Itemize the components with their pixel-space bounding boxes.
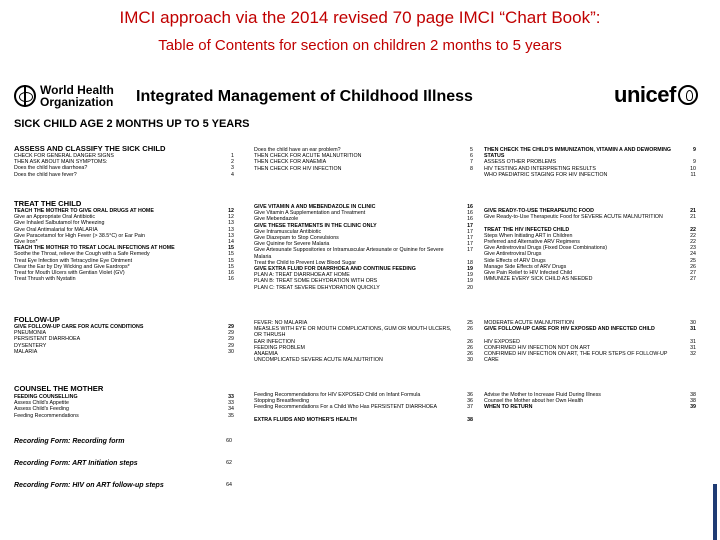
page-number: 32 (690, 351, 696, 357)
col-c-counsel (484, 392, 696, 411)
page-number: 16 (467, 210, 473, 217)
page-number: 2 (231, 159, 234, 166)
age-group-heading: SICK CHILD AGE 2 MONTHS UP TO 5 YEARS (14, 118, 250, 130)
toc-entry[interactable] (14, 276, 234, 282)
page-number: 27 (690, 270, 696, 277)
page-number: 9 (693, 159, 696, 166)
toc-entry-label: Preferred and Alternative ARV Regimens (484, 239, 580, 245)
toc-entry-label: Give Antiretroviral Drugs (484, 251, 542, 258)
page-number: 15 (228, 251, 234, 258)
toc-entry-label: GIVE VITAMIN A AND MEBENDAZOLE IN CLINIC (254, 204, 376, 210)
toc-entry-label: Give Diazepam to Stop Convulsions (254, 235, 339, 242)
page-number: 24 (690, 251, 696, 258)
page-number: 15 (228, 245, 234, 252)
page-number: 17 (467, 222, 473, 229)
toc-entry-label: Give Pain Relief to HIV Infected Child (484, 270, 573, 277)
page-number: 30 (690, 320, 696, 326)
slide-subtitle: Table of Contents for section on children 2 months to 5 years (158, 37, 562, 54)
toc-entry-label: Soothe the Throat, relieve the Cough with a Safe Remedy (14, 251, 150, 258)
page-number: 35 (228, 412, 234, 419)
page-number: 5 (470, 147, 473, 153)
page-number: 20 (467, 284, 473, 291)
page-number: 12 (228, 214, 234, 221)
toc-entry-label: MODERATE ACUTE MALNUTRITION (484, 320, 574, 326)
page-number: 23 (690, 245, 696, 252)
toc-entry-label: MALARIA (14, 348, 38, 355)
toc-entry-label: HIV TESTING AND INTERPRETING RESULTS (484, 165, 596, 172)
unicef-emblem-icon (678, 85, 698, 105)
page-number: 19 (467, 278, 473, 285)
unicef-wordmark: unicef (614, 82, 676, 107)
page-number: 18 (467, 259, 473, 266)
toc-entry-label: Feeding Recommendations for HIV EXPOSED Child on Infant Formula (254, 392, 421, 398)
toc-entry[interactable] (254, 404, 473, 416)
page-number: 1 (231, 153, 234, 159)
toc-entry-label: FEVER: NO MALARIA (254, 320, 308, 326)
page-number: 16 (467, 204, 473, 210)
page-number: 34 (228, 406, 234, 413)
toc-section-entry[interactable] (484, 404, 696, 410)
page-number: 15 (228, 263, 234, 270)
toc-entry-label: HIV EXPOSED (484, 338, 520, 345)
toc-entry-label: FEEDING COUNSELLING (14, 394, 78, 400)
toc-entry-label: UNCOMPLICATED SEVERE ACUTE MALNUTRITION (254, 357, 383, 364)
page-number: 26 (690, 263, 696, 270)
toc-entry-label: Feeding Recommendations (14, 412, 79, 419)
col-c-assess (484, 147, 696, 178)
toc-entry-label: GIVE READY-TO-USE THERAPEUTIC FOOD (484, 208, 594, 214)
section-treat-heading: TREAT THE CHILD (14, 199, 82, 208)
col-c-treat (484, 208, 696, 282)
page-number: 29 (228, 336, 234, 343)
toc-entry-label: THEN CHECK FOR ANAEMIA (254, 159, 327, 166)
toc-entry-label: GIVE FOLLOW-UP CARE FOR ACUTE CONDITIONS (14, 324, 144, 330)
page-number: 29 (228, 342, 234, 349)
page-number: 15 (228, 257, 234, 264)
page-number: 21 (690, 208, 696, 214)
page-number: 38 (690, 392, 696, 398)
col-a-treat (14, 208, 234, 282)
page-number: 9 (693, 147, 696, 153)
toc-entry-label: Give an Appropriate Oral Antibiotic (14, 214, 95, 221)
toc-entry-label: Manage Side Effects of ARV Drugs (484, 263, 567, 270)
toc-section-entry[interactable] (254, 417, 473, 423)
page-number: 13 (228, 232, 234, 239)
page-number: 17 (467, 247, 473, 254)
toc-entry-label: Give Inhaled Salbutamol for Wheezing (14, 220, 105, 227)
toc-entry-label: Advise the Mother to Increase Fluid During Illness (484, 392, 601, 398)
toc-entry-label: Feeding Recommendations For a Child Who Has PERSISTENT DIARRHOEA (254, 404, 438, 411)
page-number: 37 (467, 404, 473, 411)
page-number: 25 (467, 320, 473, 326)
toc-entry-label: Treat Eye Infection with Tetracycline Eye Ointment (14, 257, 133, 264)
toc-entry[interactable] (14, 172, 234, 178)
page-number: 6 (470, 153, 473, 160)
toc-entry-label: PLAN B: TREAT SOME DEHYDRATION WITH ORS (254, 278, 378, 285)
toc-entry[interactable] (254, 357, 473, 363)
page-number: 22 (690, 232, 696, 239)
toc-section-entry[interactable] (484, 147, 696, 159)
page-number: 4 (231, 171, 234, 178)
toc-entry-label: Treat for Mouth Ulcers with Gentian Violet (GV) (14, 270, 125, 277)
toc-entry[interactable] (254, 166, 473, 172)
toc-entry[interactable] (484, 276, 696, 282)
page-number: 10 (690, 165, 696, 172)
toc-entry-label: Give Intramuscular Antibiotic (254, 228, 322, 235)
toc-entry-label: GIVE FOLLOW-UP CARE FOR HIV EXPOSED AND INFECTED CHILD (484, 326, 655, 333)
toc-entry[interactable] (14, 349, 234, 355)
accent-bar (713, 484, 717, 540)
page-number: 16 (228, 276, 234, 283)
toc-entry-label: Give Vitamin A Supplementation and Treatment (254, 210, 366, 217)
page-number: 22 (690, 239, 696, 245)
who-emblem-icon (14, 85, 36, 107)
toc-entry[interactable] (484, 351, 696, 363)
page-number: 13 (228, 220, 234, 227)
page-number: 19 (467, 272, 473, 279)
section-follow-up-heading: FOLLOW-UP (14, 315, 60, 324)
page-number: 39 (690, 404, 696, 411)
toc-entry-label: TEACH THE MOTHER TO TREAT LOCAL INFECTIONS AT HOME (14, 245, 175, 252)
page-number: 17 (467, 235, 473, 242)
col-a-follow (14, 324, 234, 355)
recording-form-label: Recording Form: Recording form (14, 438, 125, 445)
page-number: 14 (228, 239, 234, 246)
page-number: 64 (226, 482, 232, 488)
toc-entry-label: Give Paracetamol for High Fever (> 38.5°C) or Ear Pain (14, 232, 145, 239)
col-b-assess (254, 147, 473, 172)
page-number: 62 (226, 460, 232, 466)
toc-entry-label: CONFIRMED HIV INFECTION ON ART, THE FOUR STEPS OF FOLLOW-UP CARE (484, 351, 668, 364)
toc-entry-label: WHEN TO RETURN (484, 404, 533, 411)
page-number: 17 (467, 228, 473, 235)
who-logo (14, 84, 114, 108)
page-number: 27 (690, 276, 696, 283)
page-number: 3 (231, 165, 234, 172)
toc-entry-label: Give Artesunate Suppositories or Intramuscular Artesunate or Quinine for Severe Malaria (254, 247, 444, 260)
toc-entry-label: TEACH THE MOTHER TO GIVE ORAL DRUGS AT HOME (14, 208, 154, 214)
page-number: 11 (690, 171, 696, 178)
toc-entry-label: Give Oral Antimalarial for MALARIA (14, 226, 98, 233)
toc-entry-label: MEASLES WITH EYE OR MOUTH COMPLICATIONS, GUM OR MOUTH ULCERS, OR THRUSH (254, 326, 452, 339)
toc-entry-label: DYSENTERY (14, 342, 47, 349)
toc-entry-label: Does the child have diarrhoea? (14, 165, 88, 172)
toc-entry-label: Does the child have an ear problem? (254, 147, 341, 153)
toc-entry-label: Clear the Ear by Dry Wicking and Give Eardrops* (14, 263, 130, 270)
toc-entry[interactable] (254, 326, 473, 338)
toc-entry-label: PNEUMONIA (14, 330, 47, 337)
page-number: 26 (467, 344, 473, 351)
page-number: 33 (228, 400, 234, 407)
toc-entry-label: ASSESS OTHER PROBLEMS (484, 159, 557, 166)
toc-entry-label: EAR INFECTION (254, 338, 295, 345)
toc-entry-label: Steps When Initiating ART in Children (484, 232, 573, 239)
toc-entry-label: Give Iron* (14, 239, 38, 246)
page-number: 26 (467, 351, 473, 357)
toc-entry-label: Counsel the Mother about her Own Health (484, 398, 584, 405)
toc-entry-label: Stopping Breastfeeding (254, 398, 310, 405)
page-number: 16 (228, 270, 234, 277)
toc-entry-label: CONFIRMED HIV INFECTION NOT ON ART (484, 344, 591, 351)
art-initiation-form-link[interactable] (14, 460, 232, 467)
toc-entry[interactable] (14, 413, 234, 419)
page-number: 26 (467, 326, 473, 333)
toc-entry-label: ANAEMIA (254, 351, 278, 357)
section-counsel-heading: COUNSEL THE MOTHER (14, 384, 104, 393)
recording-form-label: Recording Form: ART Initiation steps (14, 460, 138, 467)
page-number: 36 (467, 398, 473, 405)
toc-entry-label: Give Quinine for Severe Malaria (254, 241, 330, 248)
page-number: 13 (228, 226, 234, 233)
page-number: 29 (228, 330, 234, 337)
page-number: 17 (467, 241, 473, 248)
art-follow-up-form-link[interactable] (14, 482, 232, 489)
toc-entry[interactable] (484, 214, 696, 226)
page-number: 38 (467, 416, 473, 423)
col-a-assess (14, 153, 234, 178)
page-number: 33 (228, 394, 234, 400)
section-assess-heading: ASSESS AND CLASSIFY THE SICK CHILD (14, 144, 166, 153)
toc-section-entry[interactable] (484, 326, 696, 338)
page-number: 16 (467, 216, 473, 223)
toc-entry-label: IMMUNIZE EVERY SICK CHILD AS NEEDED (484, 276, 593, 283)
who-name-line2: Organization (40, 95, 114, 109)
toc-entry-label: THEN ASK ABOUT MAIN SYMPTOMS: (14, 159, 108, 166)
page-number: 31 (690, 338, 696, 345)
page-number: 22 (690, 226, 696, 233)
page-number: 8 (470, 165, 473, 172)
page-number: 30 (228, 348, 234, 355)
page-number: 60 (226, 438, 232, 444)
toc-entry-label: Does the child have fever? (14, 171, 77, 178)
page-number: 7 (470, 159, 473, 166)
page-number: 19 (467, 266, 473, 273)
page-number: 31 (690, 326, 696, 333)
toc-entry-label: Treat the Child to Prevent Low Blood Sugar (254, 259, 356, 266)
toc-entry-label: THEN CHECK FOR HIV INFECTION (254, 165, 342, 172)
page-number: 38 (690, 398, 696, 405)
toc-entry-label: Assess Child's Feeding (14, 406, 69, 413)
toc-entry-label: PERSISTENT DIARRHOEA (14, 336, 81, 343)
toc-entry-label: Give Ready-to-Use Therapeutic Food for SEVERE ACUTE MALNUTRITION (484, 214, 663, 221)
toc-entry-label: Give Antiretroviral Drugs (Fixed Dose Combinations) (484, 245, 608, 252)
col-b-counsel (254, 392, 473, 423)
toc-entry-label: GIVE EXTRA FLUID FOR DIARRHOEA AND CONTINUE FEEDING (254, 266, 416, 273)
page-number: 12 (228, 208, 234, 214)
page-number: 29 (228, 324, 234, 330)
toc-entry-label: TREAT THE HIV INFECTED CHILD (484, 226, 570, 233)
col-c-follow (484, 320, 696, 363)
toc-entry-label: Side Effects of ARV Drugs (484, 257, 546, 264)
page-number: 31 (690, 344, 696, 351)
recording-form-label: Recording Form: HIV on ART follow-up steps (14, 482, 164, 489)
chart-book-toc (8, 74, 711, 540)
toc-entry-label: WHO PAEDIATRIC STAGING FOR HIV INFECTION (484, 171, 608, 178)
toc-entry-label: THEN CHECK THE CHILD'S IMMUNIZATION, VITAMIN A AND DEWORMING STATUS (484, 147, 672, 160)
toc-entry-label: PLAN C: TREAT SEVERE DEHYDRATION QUICKLY (254, 284, 380, 291)
page-number: 30 (467, 357, 473, 364)
page-number: 25 (690, 257, 696, 264)
toc-entry-label: Give Mebendazole (254, 216, 299, 223)
toc-entry-label: Assess Child's Appetite (14, 400, 69, 407)
toc-entry-label: PLAN A: TREAT DIARRHOEA AT HOME (254, 272, 350, 279)
col-a-counsel (14, 394, 234, 419)
page-number: 26 (467, 338, 473, 345)
recording-form-link[interactable] (14, 438, 232, 445)
page-number: 36 (467, 392, 473, 398)
who-name-line1: World Health (40, 83, 114, 97)
toc-entry-label: FEEDING PROBLEM (254, 344, 305, 351)
col-b-follow (254, 320, 473, 363)
imci-heading: Integrated Management of Childhood Illness (136, 88, 473, 105)
slide-title: IMCI approach via the 2014 revised 70 page IMCI “Chart Book”: (119, 8, 601, 27)
toc-entry-label: GIVE THESE TREATMENTS IN THE CLINIC ONLY (254, 222, 377, 229)
page-number: 21 (690, 214, 696, 221)
toc-entry-label: Treat Thrush with Nystatin (14, 276, 76, 283)
toc-entry-label: CHECK FOR GENERAL DANGER SIGNS (14, 153, 114, 159)
toc-entry[interactable] (254, 285, 473, 291)
toc-entry[interactable] (484, 172, 696, 178)
toc-entry-label: THEN CHECK FOR ACUTE MALNUTRITION (254, 153, 362, 160)
toc-entry[interactable] (254, 247, 473, 259)
col-b-treat (254, 204, 473, 291)
unicef-logo (614, 82, 698, 108)
toc-entry-label: EXTRA FLUIDS AND MOTHER'S HEALTH (254, 416, 357, 423)
